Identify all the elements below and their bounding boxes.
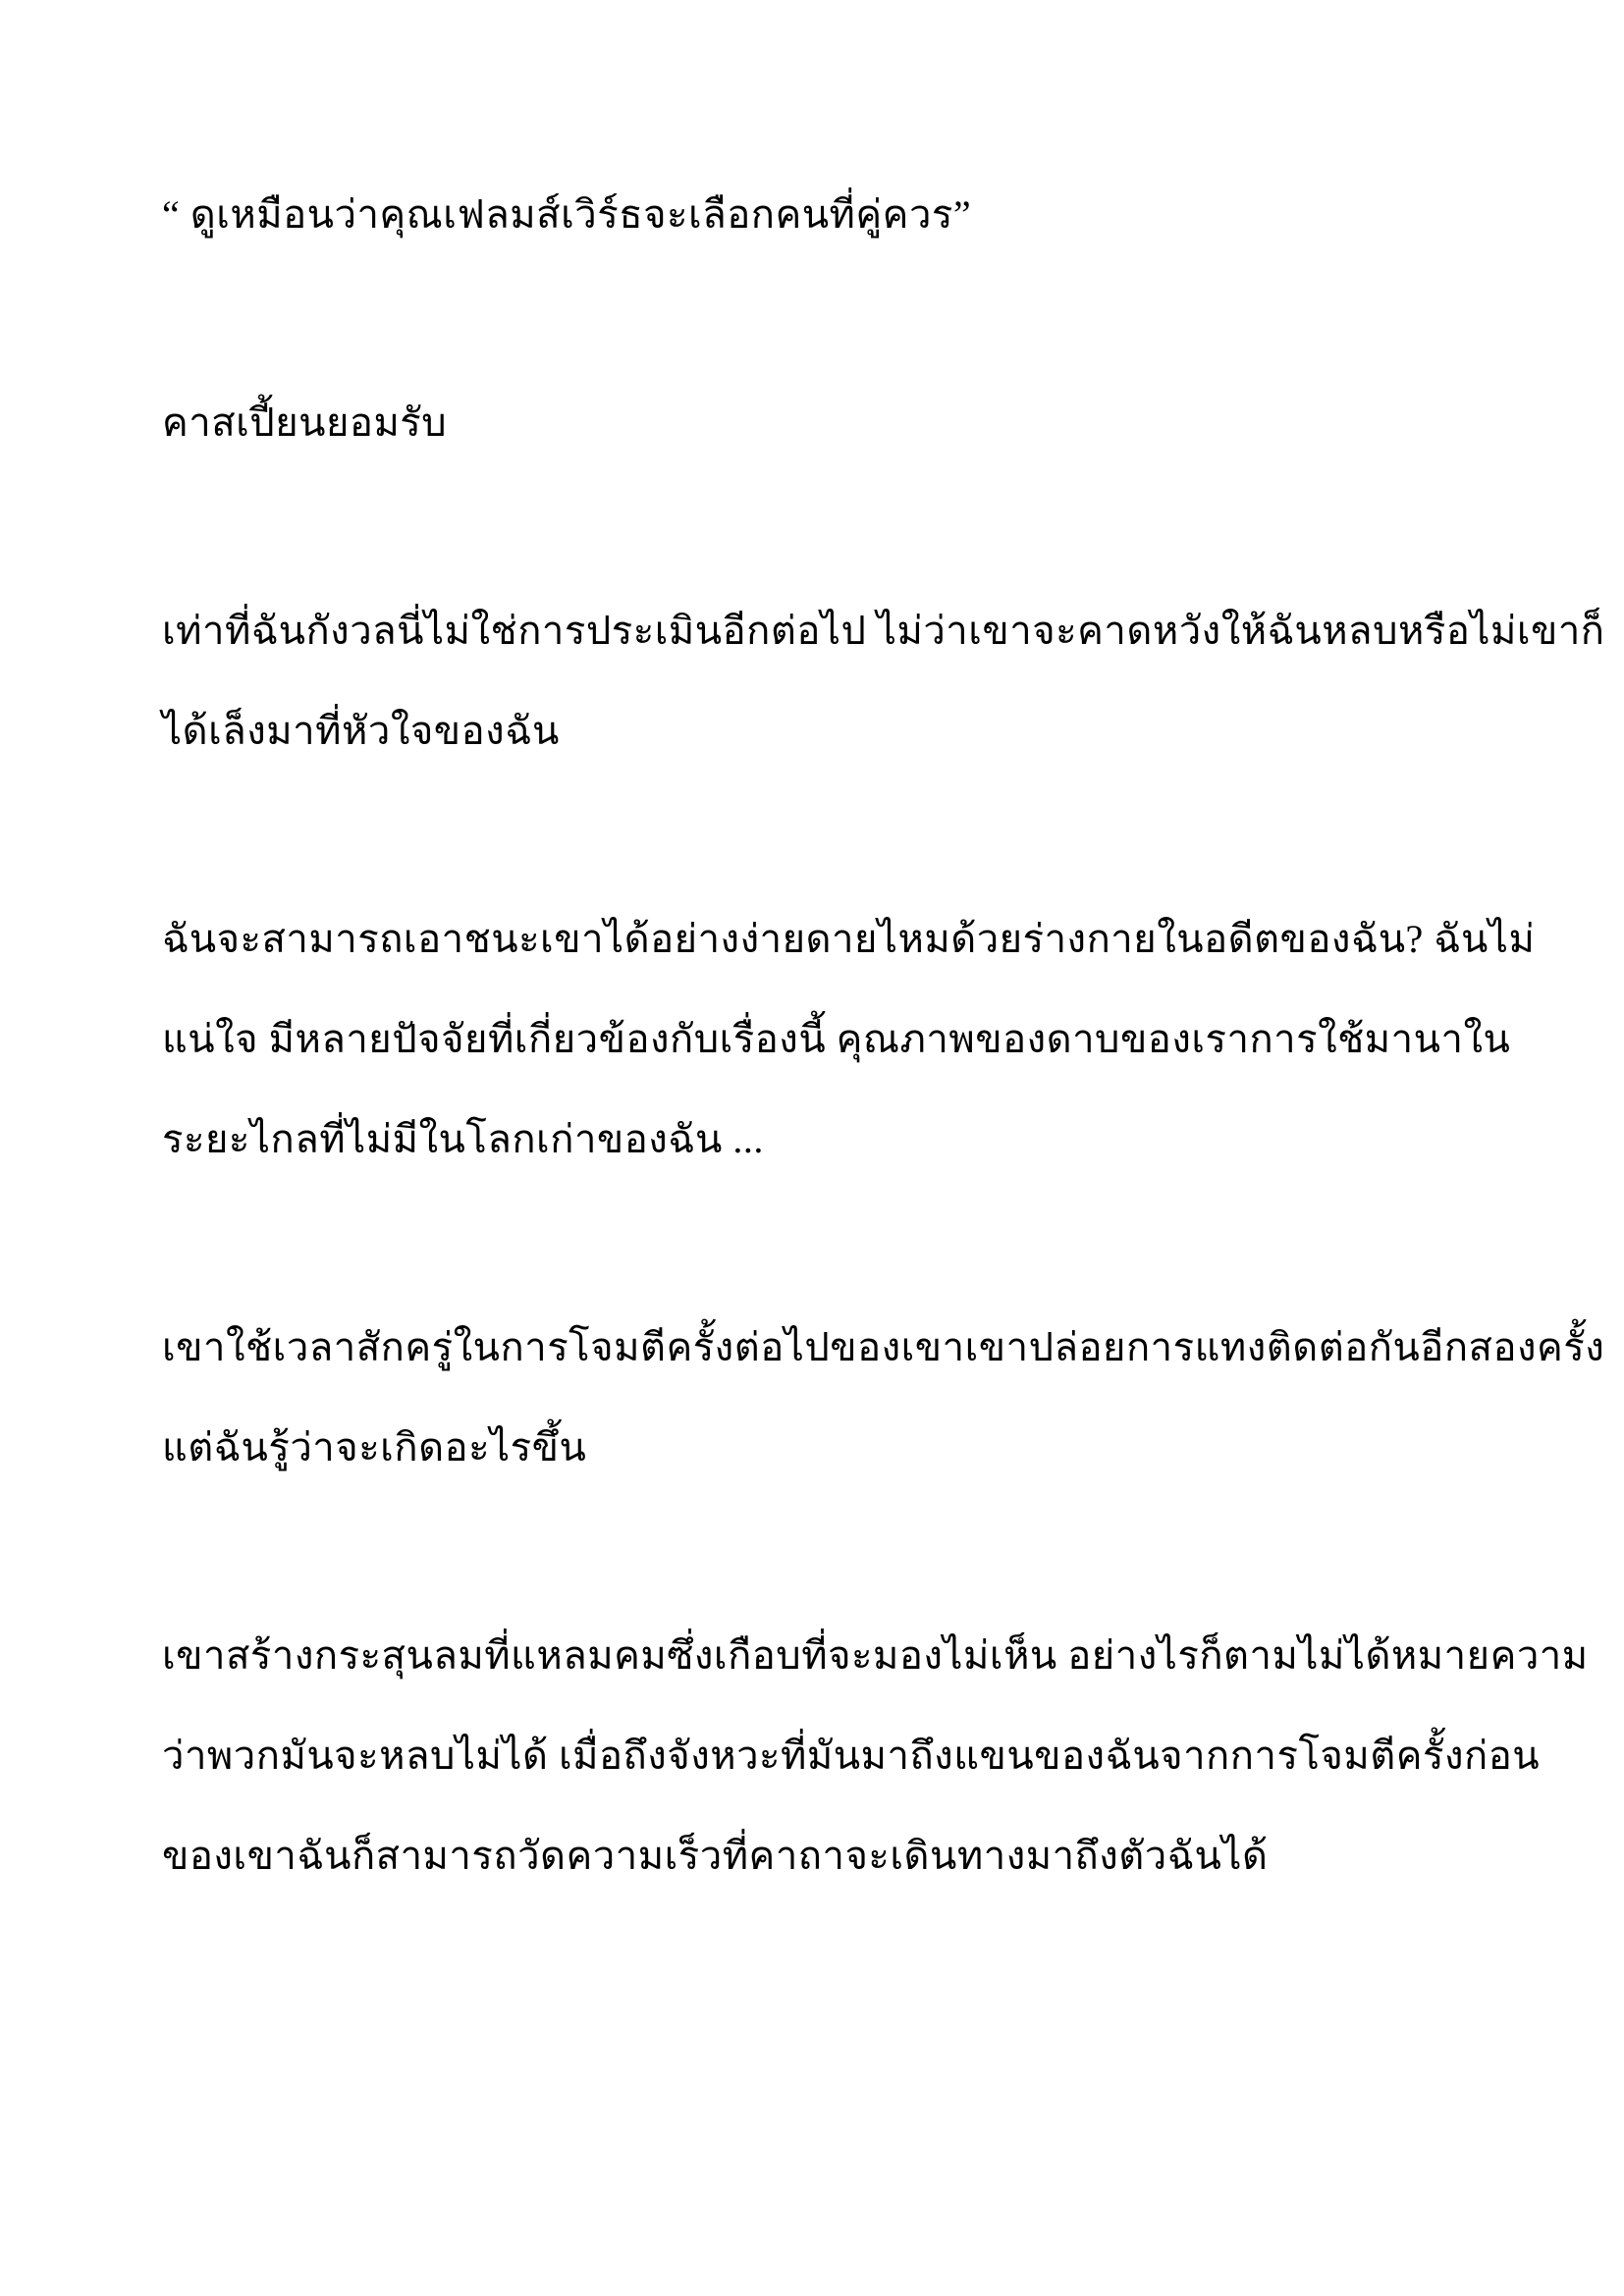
text-line: เขาสร้างกระสุนลมที่แหลมคมซึ่งเกือบที่จะมองไม่เห็น อย่างไรก็ตามไม่ได้หมายความ [162, 1633, 1589, 1678]
text-line: ฉันจะสามารถเอาชนะเขาได้อย่างง่ายดายไหมด้วยร่างกายในอดีตของฉัน? ฉันไม่ [162, 917, 1536, 961]
text-line: “ ดูเหมือนว่าคุณเฟลมส์เวิร์ธจะเลือกคนที่คู่ควร” [162, 192, 972, 237]
text-line: ของเขาฉันก็สามารถวัดความเร็วที่คาถาจะเดินทางมาถึงตัวฉันได้ [162, 1834, 1269, 1878]
text-line: ระยะไกลที่ไม่มีในโลกเก่าของฉัน ... [162, 1117, 764, 1161]
paragraph [162, 1298, 1605, 1498]
text-line: แน่ใจ มีหลายปัจจัยที่เกี่ยวข้องกับเรื่องนี้ คุณภาพของดาบของเราการใช้มานาใน [162, 1017, 1511, 1061]
document-body [162, 165, 1605, 1906]
text-line: เท่าที่ฉันกังวลนี่ไม่ใช่การประเมินอีกต่อไป ไม่ว่าเขาจะคาดหวังให้ฉันหลบหรือไม่เขาก็ [162, 609, 1605, 653]
text-line: เขาใช้เวลาสักครู่ในการโจมตีครั้งต่อไปของเขาเขาปล่อยการแทงติดต่อกันอีกสองครั้ง [162, 1325, 1605, 1369]
paragraph [162, 889, 1536, 1190]
text-line: ว่าพวกมันจะหลบไม่ได้ เมื่อถึงจังหวะที่มันมาถึงแขนของฉันจากการโจมตีครั้งก่อน [162, 1734, 1541, 1778]
text-line: คาสเปี้ยนยอมรับ [162, 400, 448, 445]
text-line: แต่ฉันรู้ว่าจะเกิดอะไรขึ้น [162, 1425, 587, 1469]
paragraph [162, 581, 1605, 781]
text-line: ได้เล็งมาที่หัวใจของฉัน [162, 709, 560, 753]
paragraph [162, 373, 1467, 473]
paragraph [162, 1606, 1589, 1906]
paragraph [162, 165, 1467, 265]
